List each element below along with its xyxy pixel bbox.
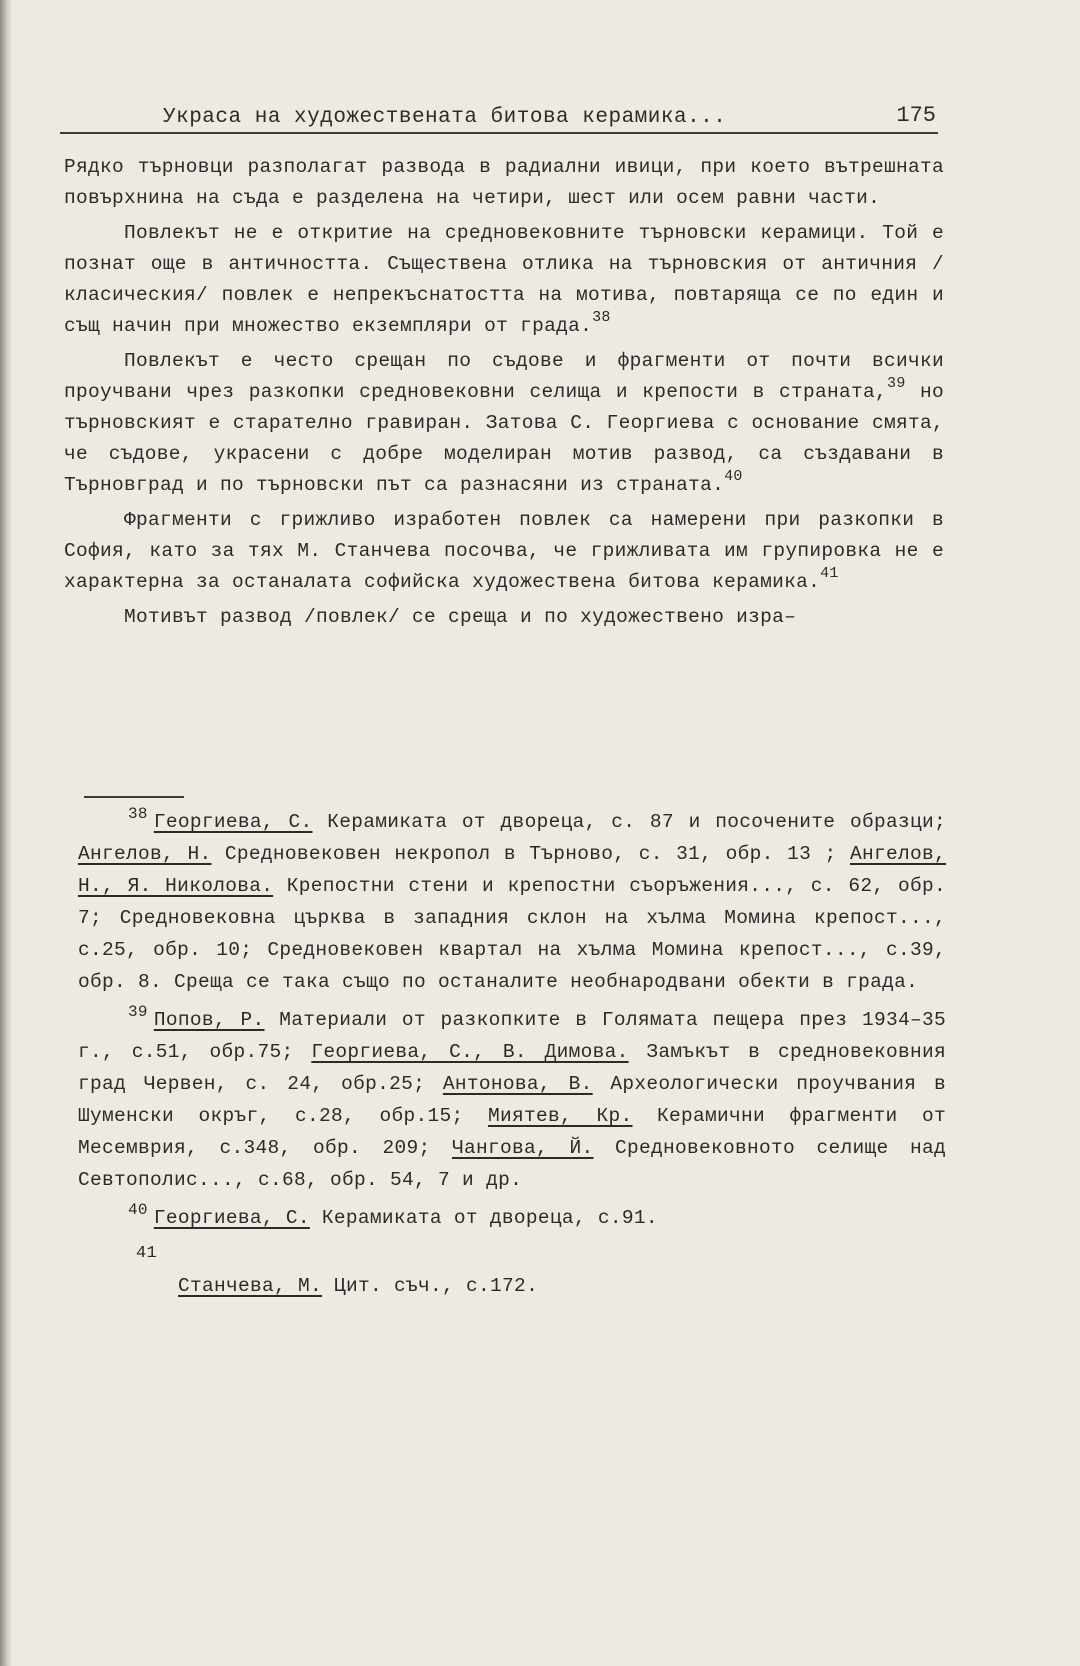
footnote-ref-41: 41 bbox=[820, 565, 839, 582]
footnote-41: Станчева, М. Цит. съч., с.172. bbox=[178, 1275, 539, 1297]
paragraph-2: Повлекът не е откритие на средновековните търновски керамици. Той е познат още в античността. Съществена отлика на търновския от античния /класическия/ повлек е непрекъснатостта на мотива, повтаряща се по един и същ начин при множество екземпляри от града.$^{38}$ bbox=[64, 222, 944, 337]
citation-author: Антонова, В. bbox=[442, 1073, 593, 1095]
header-title: Украса на художествената битова керамика... bbox=[163, 106, 727, 129]
main-text bbox=[64, 152, 944, 637]
footnote-ref-39: 39 bbox=[887, 375, 906, 392]
footnotes bbox=[78, 806, 946, 1308]
paragraph-5: Мотивът развод /повлек/ се среща и по художествено изра– bbox=[124, 606, 797, 628]
citation-author: Ангелов, Н. bbox=[78, 843, 212, 865]
footnote-40: $^{40}$ Георгиева, С. Керамиката от двореца, с.91. bbox=[128, 1201, 658, 1229]
paragraph-3: Повлекът е често срещан по съдове и фрагменти от почти всички проучвани чрез разкопки средновековни селища и крепости в страната,$^{39}$ но търновският е старателно гравиран. Затова С. Георгиева с основание смята, че съдове, украсени с добре моделиран мотив развод, са създавани в Търновград и по търновски път са разнасяни из страната.$^{40}$ bbox=[64, 350, 944, 496]
footnote-41-number: 41 bbox=[136, 1244, 158, 1263]
citation-author: Георгиева, С. bbox=[153, 811, 313, 833]
book-spine-shadow bbox=[0, 0, 12, 1666]
citation-author: Ангелов, Н., Я. Николова. bbox=[78, 843, 946, 897]
footnote-ref-40: 40 bbox=[724, 468, 743, 485]
paragraph-4: Фрагменти с грижливо изработен повлек са намерени при разкопки в София, като за тях М. Станчева посочва, че грижливата им групировка не е характерна за останалата софийска художествена битова керамика.$^{41}$ bbox=[64, 509, 944, 593]
citation-author: Миятев, Кр. bbox=[488, 1105, 633, 1127]
footnote-38: $^{38}$ Георгиева, С. Керамиката от двореца, с. 87 и посочените образци; Ангелов, Н. Средновековен некропол в Търново, с. 31, обр. 13 ; Ангелов, Н., Я. Николова. Крепостни стени и крепостни съоръжения..., с. 62, обр. 7; Средновековна църква в западния склон на хълма Момина крепост..., с.25, обр. 10; Средновековен квартал на хълма Момина крепост..., с.39, обр. 8. Среща се така също по останалите необнародвани обекти в града. bbox=[78, 805, 946, 993]
citation-author: Станчева, М. bbox=[178, 1275, 323, 1297]
footnote-39: $^{39}$ Попов, Р. Материали от разкопките в Голямата пещера през 1934–35 г., с.51, обр.75; Георгиева, С., В. Димова. Замъкът в средновековния град Червен, с. 24, обр.25; Антонова, В. Археологически проучвания в Шуменски окръг, с.28, обр.15; Миятев, Кр. Керамични фрагменти от Месемврия, с.348, обр. 209; Чангова, Й. Средновековното селище над Севтополис..., с.68, обр. 54, 7 и др. bbox=[78, 1003, 947, 1191]
running-header bbox=[60, 92, 938, 134]
paragraph-1: Рядко търновци разполагат развода в радиални ивици, при което вътрешната повърхнина на съда е разделена на четири, шест или осем равни части. bbox=[64, 156, 944, 209]
footnote-separator bbox=[84, 796, 184, 798]
citation-author: Чангова, Й. bbox=[451, 1137, 594, 1159]
citation-author: Попов, Р. bbox=[153, 1009, 265, 1031]
citation-author: Георгиева, С. bbox=[153, 1207, 310, 1229]
page-number: 175 bbox=[896, 103, 936, 128]
footnote-ref-38: 38 bbox=[592, 309, 611, 326]
citation-author: Георгиева, С., В. Димова. bbox=[311, 1041, 629, 1063]
